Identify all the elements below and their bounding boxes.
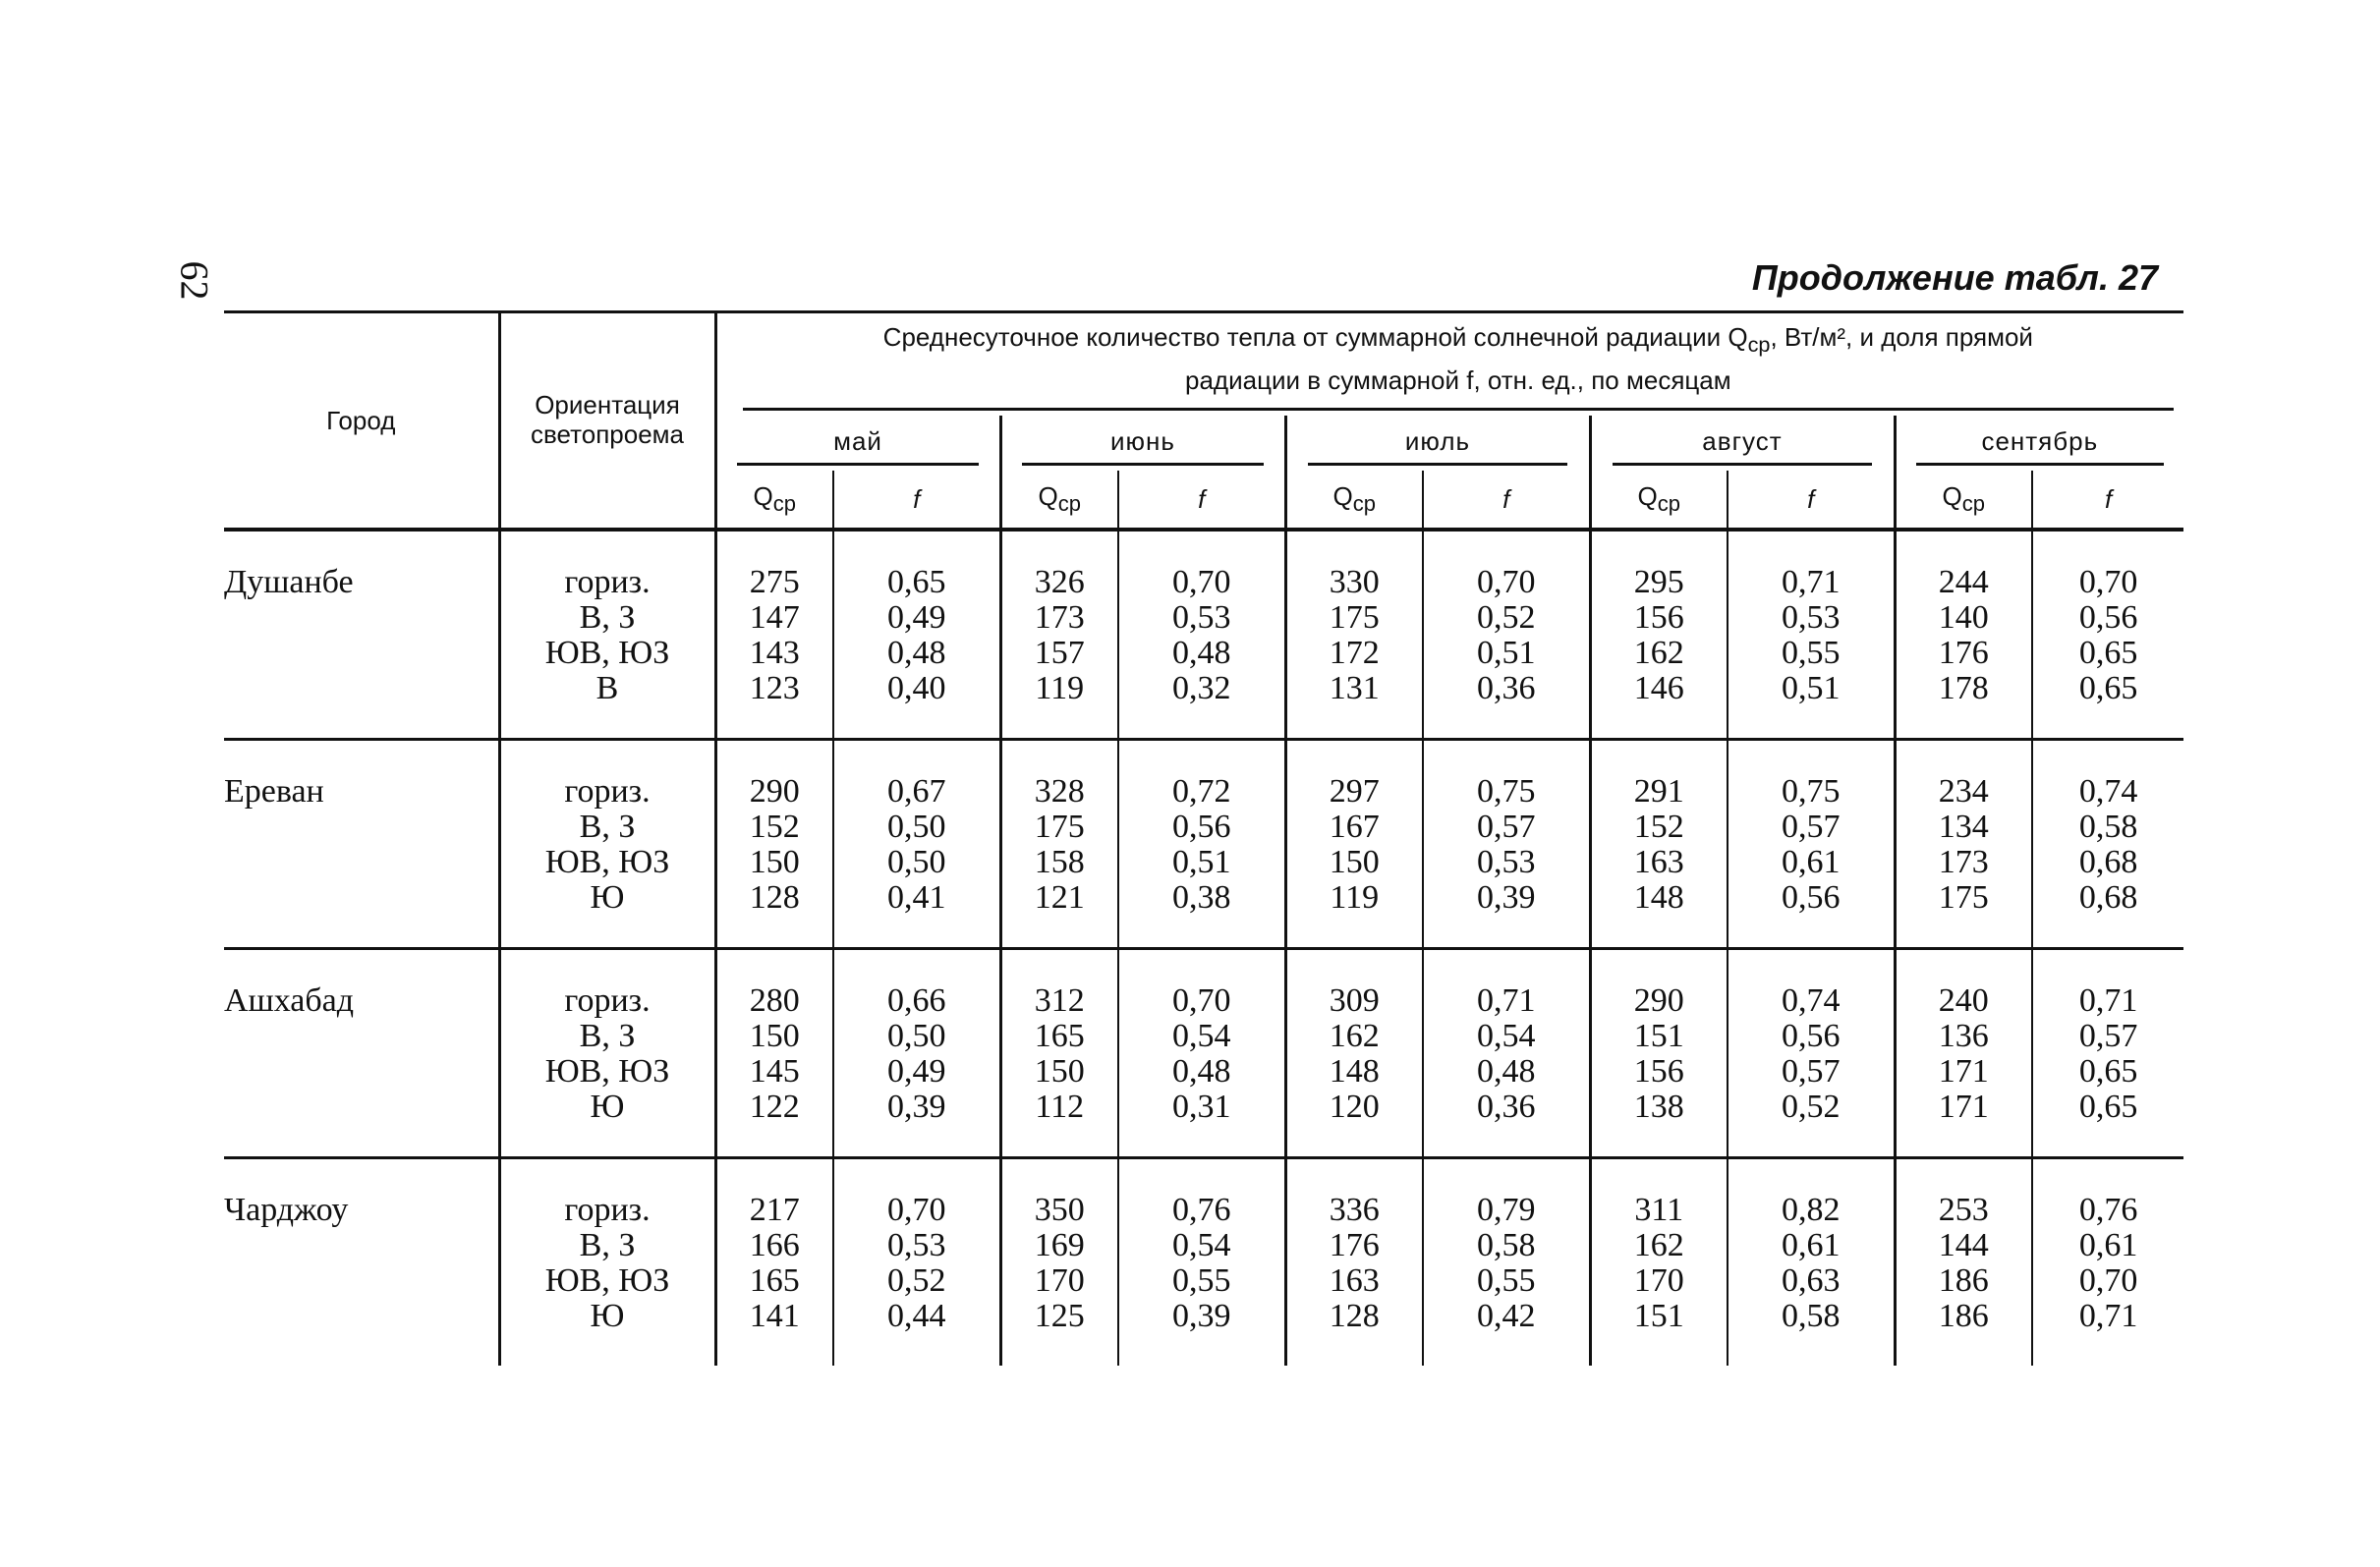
q-values-cell (1000, 1158, 1118, 1367)
q-value: 234 (1938, 773, 1989, 810)
q-value: 166 (749, 1227, 800, 1263)
f-value: 0,61 (1782, 1227, 1841, 1263)
q-value: 178 (1938, 670, 1989, 706)
q-subheader: $Q_{ср}$ (1285, 471, 1423, 530)
f-value: 0,63 (1782, 1262, 1841, 1299)
f-value: 0,70 (2078, 564, 2138, 600)
q-value: 170 (1633, 1262, 1684, 1299)
header-city: Город (224, 312, 499, 531)
table-row (224, 949, 2183, 1158)
f-value: 0,41 (887, 879, 946, 916)
f-subheader: f (833, 471, 1000, 530)
q-values-cell (1590, 1158, 1728, 1367)
q-value: 162 (1633, 635, 1684, 671)
f-value: 0,44 (887, 1298, 946, 1334)
q-value: 167 (1329, 809, 1380, 845)
f-value: 0,55 (1477, 1262, 1536, 1299)
f-value: 0,55 (1172, 1262, 1231, 1299)
q-value: 173 (1938, 844, 1989, 880)
f-value: 0,57 (1782, 1053, 1841, 1090)
q-value: 244 (1938, 564, 1989, 600)
f-values-cell (1423, 530, 1590, 740)
f-value: 0,65 (2078, 1053, 2138, 1090)
orientation-value: В (595, 670, 619, 706)
q-value: 169 (1034, 1227, 1085, 1263)
q-value: 123 (749, 670, 800, 706)
f-value: 0,79 (1477, 1192, 1536, 1228)
q-value: 112 (1035, 1089, 1085, 1125)
f-value: 0,52 (1477, 599, 1536, 636)
f-value: 0,70 (887, 1192, 946, 1228)
f-value: 0,65 (2078, 635, 2138, 671)
q-value: 148 (1329, 1053, 1380, 1090)
orientation-value: В, З (579, 1018, 636, 1054)
f-value: 0,76 (1172, 1192, 1231, 1228)
orientation-value: гориз. (564, 982, 651, 1019)
q-values-cell (1590, 530, 1728, 740)
f-value: 0,51 (1172, 844, 1231, 880)
f-subheader: f (2032, 471, 2183, 530)
q-values-cell (1000, 740, 1118, 949)
f-value: 0,54 (1172, 1018, 1231, 1054)
f-value: 0,52 (887, 1262, 946, 1299)
f-value: 0,71 (1782, 564, 1841, 600)
q-value: 152 (1633, 809, 1684, 845)
table-row (224, 740, 2183, 949)
f-values-cell (2032, 740, 2183, 949)
orientation-cell (499, 1158, 715, 1367)
q-value: 140 (1938, 599, 1989, 636)
q-value: 151 (1633, 1298, 1684, 1334)
q-value: 297 (1329, 773, 1380, 810)
f-value: 0,50 (887, 1018, 946, 1054)
q-value: 120 (1329, 1089, 1380, 1125)
q-values-cell (1590, 949, 1728, 1158)
q-values-cell (1895, 740, 2032, 949)
f-values-cell (1118, 949, 1285, 1158)
f-value: 0,61 (2078, 1227, 2138, 1263)
f-value: 0,31 (1172, 1089, 1231, 1125)
orientation-value: гориз. (564, 773, 651, 810)
f-value: 0,57 (2078, 1018, 2138, 1054)
orientation-value: Ю (590, 879, 625, 916)
f-value: 0,49 (887, 599, 946, 636)
f-value: 0,50 (887, 809, 946, 845)
q-value: 156 (1633, 599, 1684, 636)
orientation-value: ЮВ, ЮЗ (544, 844, 670, 880)
f-value: 0,65 (2078, 670, 2138, 706)
f-values-cell (833, 949, 1000, 1158)
q-value: 186 (1938, 1262, 1989, 1299)
q-value: 176 (1938, 635, 1989, 671)
q-value: 311 (1634, 1192, 1684, 1228)
month-header: май (715, 416, 1000, 471)
q-value: 162 (1633, 1227, 1684, 1263)
q-value: 119 (1330, 879, 1380, 916)
q-values-cell (1285, 530, 1423, 740)
f-value: 0,49 (887, 1053, 946, 1090)
q-values-cell (1590, 740, 1728, 949)
q-value: 143 (749, 635, 800, 671)
q-value: 312 (1034, 982, 1085, 1019)
f-value: 0,39 (887, 1089, 946, 1125)
f-value: 0,54 (1477, 1018, 1536, 1054)
q-value: 350 (1034, 1192, 1085, 1228)
f-values-cell (1423, 740, 1590, 949)
q-value: 144 (1938, 1227, 1989, 1263)
f-value: 0,70 (1477, 564, 1536, 600)
f-value: 0,52 (1782, 1089, 1841, 1125)
q-values-cell (715, 530, 833, 740)
f-value: 0,71 (2078, 982, 2138, 1019)
q-values-cell (1000, 530, 1118, 740)
q-value: 136 (1938, 1018, 1989, 1054)
table-row (224, 1158, 2183, 1367)
q-value: 291 (1633, 773, 1684, 810)
orientation-value: Ю (590, 1089, 625, 1125)
f-values-cell (833, 740, 1000, 949)
q-value: 151 (1633, 1018, 1684, 1054)
header-orientation: Ориентация светопроема (499, 312, 715, 531)
q-value: 290 (1633, 982, 1684, 1019)
f-value: 0,48 (1172, 635, 1231, 671)
q-value: 217 (749, 1192, 800, 1228)
f-value: 0,38 (1172, 879, 1231, 916)
f-values-cell (1423, 949, 1590, 1158)
q-value: 163 (1633, 844, 1684, 880)
city-name: Ашхабад (224, 949, 499, 1158)
f-values-cell (2032, 949, 2183, 1158)
orientation-value: ЮВ, ЮЗ (544, 1262, 670, 1299)
f-value: 0,75 (1782, 773, 1841, 810)
q-value: 145 (749, 1053, 800, 1090)
q-value: 152 (749, 809, 800, 845)
f-value: 0,72 (1172, 773, 1231, 810)
f-values-cell (1118, 530, 1285, 740)
f-values-cell (1728, 1158, 1895, 1367)
q-value: 173 (1034, 599, 1085, 636)
q-subheader: $Q_{ср}$ (1895, 471, 2032, 530)
q-value: 326 (1034, 564, 1085, 600)
f-values-cell (2032, 530, 2183, 740)
q-value: 162 (1329, 1018, 1380, 1054)
orientation-value: ЮВ, ЮЗ (544, 635, 670, 671)
q-value: 156 (1633, 1053, 1684, 1090)
f-value: 0,70 (1172, 982, 1231, 1019)
q-value: 170 (1034, 1262, 1085, 1299)
page-number: 62 (172, 260, 217, 301)
q-value: 165 (749, 1262, 800, 1299)
f-value: 0,57 (1477, 809, 1536, 845)
f-value: 0,61 (1782, 844, 1841, 880)
f-value: 0,58 (2078, 809, 2138, 845)
f-values-cell (1423, 1158, 1590, 1367)
q-value: 172 (1329, 635, 1380, 671)
f-value: 0,65 (887, 564, 946, 600)
q-value: 150 (1329, 844, 1380, 880)
f-subheader: f (1423, 471, 1590, 530)
q-value: 171 (1938, 1053, 1989, 1090)
f-subheader: f (1728, 471, 1895, 530)
orientation-value: Ю (590, 1298, 625, 1334)
q-value: 131 (1329, 670, 1380, 706)
orientation-value: В, З (579, 809, 636, 845)
orientation-value: В, З (579, 599, 636, 636)
q-value: 163 (1329, 1262, 1380, 1299)
q-value: 295 (1633, 564, 1684, 600)
table-row (224, 530, 2183, 740)
q-values-cell (715, 1158, 833, 1367)
q-value: 150 (749, 1018, 800, 1054)
q-subheader: $Q_{ср}$ (1000, 471, 1118, 530)
f-value: 0,68 (2078, 879, 2138, 916)
solar-radiation-table (224, 310, 2183, 1366)
orientation-cell (499, 530, 715, 740)
q-values-cell (1000, 949, 1118, 1158)
orientation-value: В, З (579, 1227, 636, 1263)
q-value: 171 (1938, 1089, 1989, 1125)
orientation-value: гориз. (564, 564, 651, 600)
q-value: 119 (1035, 670, 1085, 706)
q-value: 121 (1034, 879, 1085, 916)
f-value: 0,56 (2078, 599, 2138, 636)
f-value: 0,53 (1477, 844, 1536, 880)
header-main-description: Среднесуточное количество тепла от суммарной солнечной радиации $Q_{ср}$, Вт/м², и доля прямой радиации в суммарной f, отн. ед., по месяцам (715, 312, 2183, 417)
q-subheader: $Q_{ср}$ (1590, 471, 1728, 530)
f-value: 0,48 (1172, 1053, 1231, 1090)
q-value: 253 (1938, 1192, 1989, 1228)
q-value: 125 (1034, 1298, 1085, 1334)
city-name: Ереван (224, 740, 499, 949)
q-value: 128 (1329, 1298, 1380, 1334)
f-value: 0,68 (2078, 844, 2138, 880)
f-value: 0,74 (2078, 773, 2138, 810)
q-value: 290 (749, 773, 800, 810)
q-value: 141 (749, 1298, 800, 1334)
month-header: сентябрь (1895, 416, 2183, 471)
q-value: 150 (1034, 1053, 1085, 1090)
f-value: 0,32 (1172, 670, 1231, 706)
city-name: Душанбе (224, 530, 499, 740)
q-values-cell (1285, 740, 1423, 949)
table-caption: Продолжение табл. 27 (1751, 257, 2158, 298)
q-value: 134 (1938, 809, 1989, 845)
f-value: 0,54 (1172, 1227, 1231, 1263)
f-value: 0,56 (1782, 1018, 1841, 1054)
f-value: 0,56 (1172, 809, 1231, 845)
f-value: 0,53 (887, 1227, 946, 1263)
f-value: 0,57 (1782, 809, 1841, 845)
q-value: 150 (749, 844, 800, 880)
q-value: 158 (1034, 844, 1085, 880)
f-value: 0,39 (1477, 879, 1536, 916)
q-values-cell (1285, 1158, 1423, 1367)
q-values-cell (715, 740, 833, 949)
f-values-cell (833, 1158, 1000, 1367)
q-value: 175 (1034, 809, 1085, 845)
f-value: 0,39 (1172, 1298, 1231, 1334)
q-value: 128 (749, 879, 800, 916)
q-value: 147 (749, 599, 800, 636)
f-value: 0,53 (1782, 599, 1841, 636)
f-value: 0,40 (887, 670, 946, 706)
q-values-cell (1285, 949, 1423, 1158)
city-name: Чарджоу (224, 1192, 349, 1228)
q-values-cell (1895, 530, 2032, 740)
q-value: 240 (1938, 982, 1989, 1019)
f-values-cell (1728, 530, 1895, 740)
month-header: август (1590, 416, 1895, 471)
q-value: 146 (1633, 670, 1684, 706)
q-value: 122 (749, 1089, 800, 1125)
q-value: 175 (1329, 599, 1380, 636)
f-value: 0,56 (1782, 879, 1841, 916)
q-value: 176 (1329, 1227, 1380, 1263)
f-value: 0,42 (1477, 1298, 1536, 1334)
orientation-value: гориз. (564, 1192, 651, 1228)
q-value: 330 (1329, 564, 1380, 600)
f-value: 0,58 (1782, 1298, 1841, 1334)
f-values-cell (2032, 1158, 2183, 1367)
f-value: 0,66 (887, 982, 946, 1019)
f-value: 0,75 (1477, 773, 1536, 810)
f-value: 0,53 (1172, 599, 1231, 636)
q-values-cell (1895, 1158, 2032, 1367)
q-value: 328 (1034, 773, 1085, 810)
f-values-cell (1728, 740, 1895, 949)
q-value: 138 (1633, 1089, 1684, 1125)
f-value: 0,50 (887, 844, 946, 880)
f-value: 0,70 (1172, 564, 1231, 600)
f-value: 0,67 (887, 773, 946, 810)
q-value: 309 (1329, 982, 1380, 1019)
q-values-cell (1895, 949, 2032, 1158)
f-value: 0,65 (2078, 1089, 2138, 1125)
f-value: 0,55 (1782, 635, 1841, 671)
q-value: 175 (1938, 879, 1989, 916)
q-values-cell (715, 949, 833, 1158)
f-value: 0,48 (887, 635, 946, 671)
orientation-value: ЮВ, ЮЗ (544, 1053, 670, 1090)
f-value: 0,82 (1782, 1192, 1841, 1228)
f-values-cell (833, 530, 1000, 740)
q-value: 280 (749, 982, 800, 1019)
f-value: 0,71 (2078, 1298, 2138, 1334)
f-values-cell (1728, 949, 1895, 1158)
f-value: 0,58 (1477, 1227, 1536, 1263)
q-value: 275 (749, 564, 800, 600)
q-subheader: $Q_{ср}$ (715, 471, 833, 530)
f-value: 0,48 (1477, 1053, 1536, 1090)
f-subheader: f (1118, 471, 1285, 530)
q-value: 157 (1034, 635, 1085, 671)
f-value: 0,74 (1782, 982, 1841, 1019)
f-value: 0,76 (2078, 1192, 2138, 1228)
f-value: 0,51 (1782, 670, 1841, 706)
f-value: 0,70 (2078, 1262, 2138, 1299)
f-value: 0,51 (1477, 635, 1536, 671)
month-header: июнь (1000, 416, 1285, 471)
month-header: июль (1285, 416, 1590, 471)
f-value: 0,36 (1477, 1089, 1536, 1125)
q-value: 165 (1034, 1018, 1085, 1054)
f-values-cell (1118, 740, 1285, 949)
f-values-cell (1118, 1158, 1285, 1367)
q-value: 336 (1329, 1192, 1380, 1228)
q-value: 186 (1938, 1298, 1989, 1334)
q-value: 148 (1633, 879, 1684, 916)
f-value: 0,71 (1477, 982, 1536, 1019)
orientation-cell (499, 740, 715, 949)
orientation-cell (499, 949, 715, 1158)
f-value: 0,36 (1477, 670, 1536, 706)
